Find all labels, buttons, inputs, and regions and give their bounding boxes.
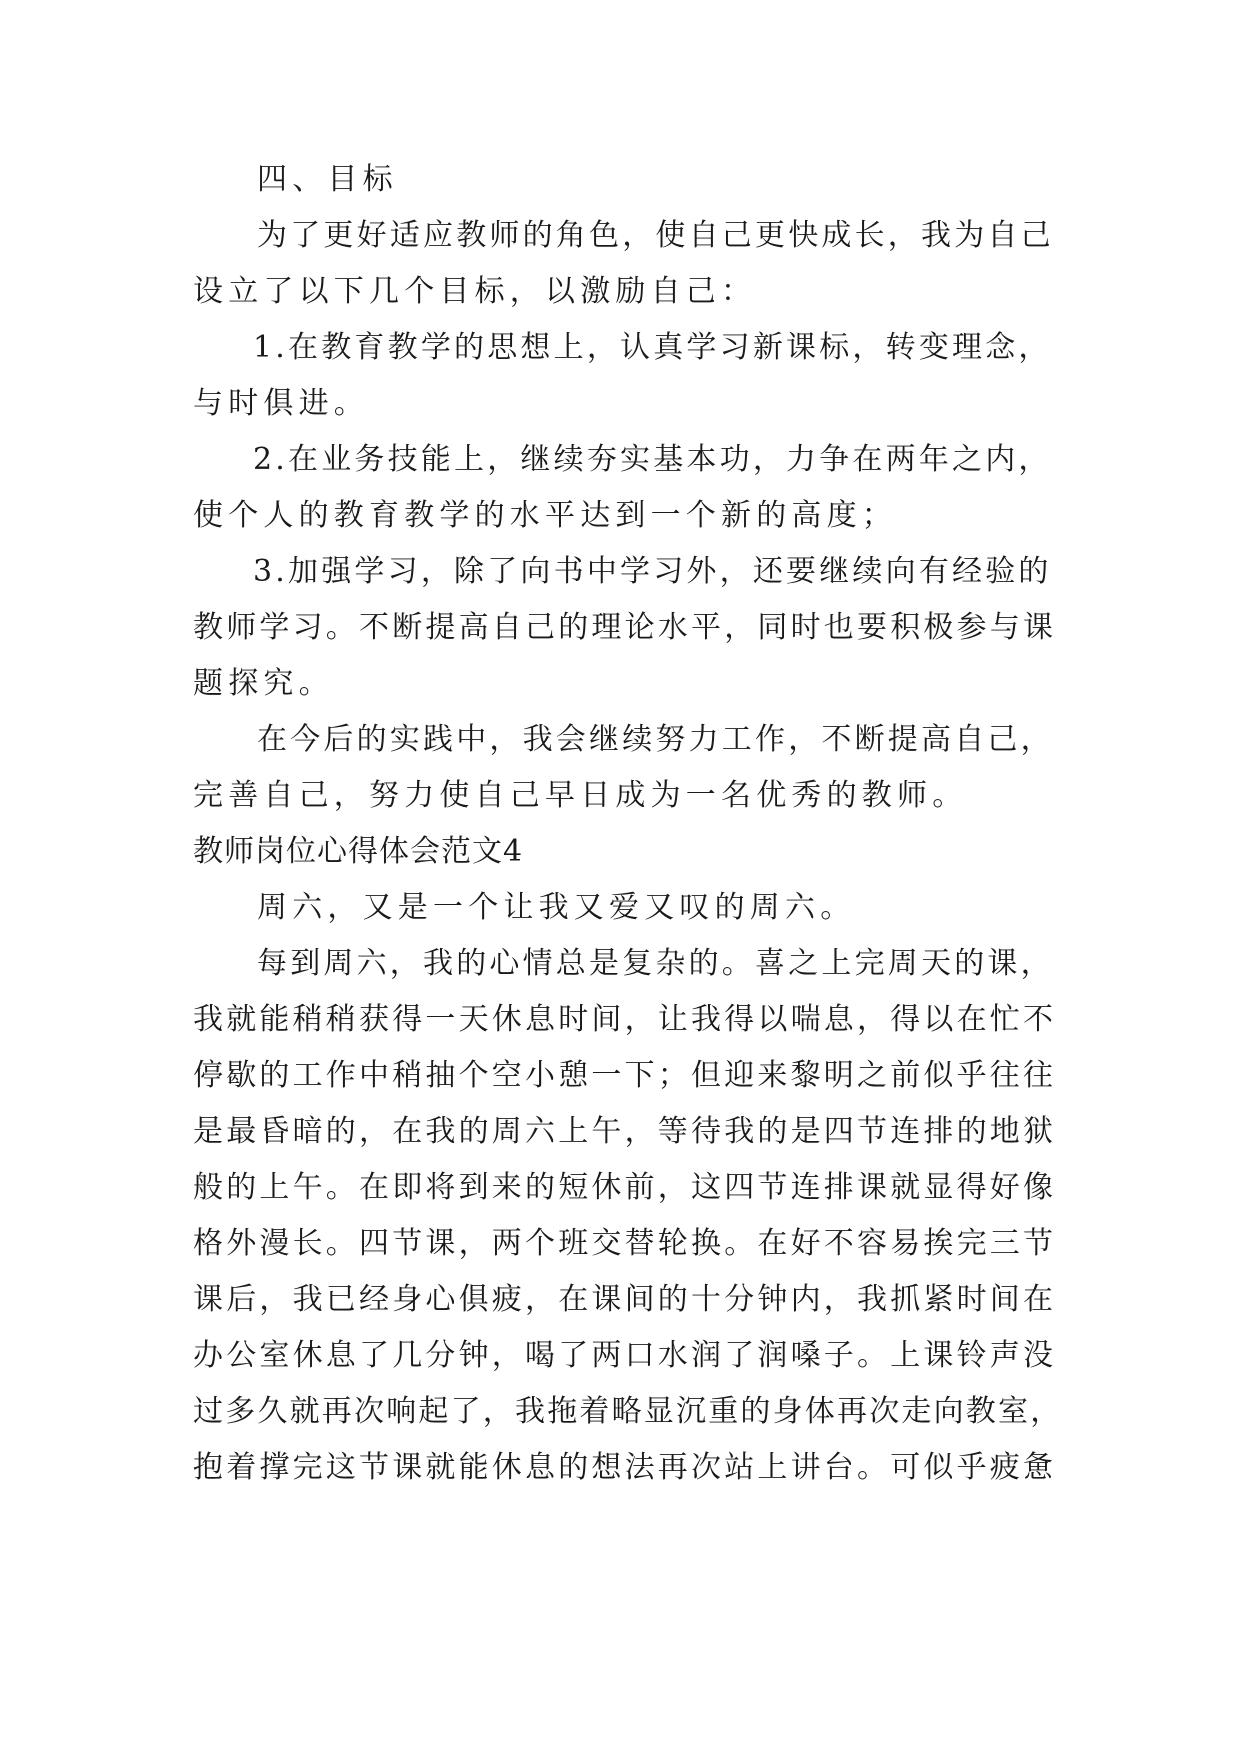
list-item-1: 1.在教育教学的思想上，认真学习新课标，转变理念，	[253, 330, 1052, 365]
paragraph-line: 停歇的工作中稍抽个空小憩一下；但迎来黎明之前似乎往往	[193, 1058, 1057, 1093]
paragraph-line: 是最昏暗的，在我的周六上午，等待我的是四节连排的地狱	[193, 1114, 1057, 1149]
paragraph-line: 办公室休息了几分钟，喝了两口水润了润嗓子。上课铃声没	[193, 1338, 1057, 1373]
section-heading-goals: 四、目标	[257, 162, 398, 197]
list-item-3: 3.加强学习，除了向书中学习外，还要继续向有经验的	[253, 554, 1052, 589]
paragraph-line: 设立了以下几个目标，以激励自己：	[193, 274, 757, 309]
paragraph-line: 过多久就再次响起了，我拖着略显沉重的身体再次走向教室，	[193, 1394, 1063, 1429]
paragraph-line: 般的上午。在即将到来的短休前，这四节连排课就显得好像	[193, 1170, 1057, 1205]
paragraph-line: 题探究。	[193, 666, 334, 701]
paragraph-line: 我就能稍稍获得一天休息时间，让我得以喘息，得以在忙不	[193, 1002, 1057, 1037]
paragraph-line: 教师学习。不断提高自己的理论水平，同时也要积极参与课	[193, 610, 1057, 645]
paragraph-line: 为了更好适应教师的角色，使自己更快成长，我为自己	[257, 218, 1054, 253]
paragraph-line: 格外漫长。四节课，两个班交替轮换。在好不容易挨完三节	[193, 1226, 1057, 1261]
paragraph-line: 每到周六，我的心情总是复杂的。喜之上完周天的课，	[257, 946, 1054, 981]
paragraph-line: 使个人的教育教学的水平达到一个新的高度；	[193, 498, 897, 533]
document-page	[193, 152, 1063, 1496]
paragraph-line: 在今后的实践中，我会继续努力工作，不断提高自己，	[257, 722, 1054, 757]
paragraph-line: 周六，又是一个让我又爱又叹的周六。	[257, 890, 856, 925]
paragraph-line: 抱着撑完这节课就能休息的想法再次站上讲台。可似乎疲惫	[193, 1450, 1057, 1485]
list-item-2: 2.在业务技能上，继续夯实基本功，力争在两年之内，	[253, 442, 1052, 477]
paragraph-line: 课后，我已经身心俱疲，在课间的十分钟内，我抓紧时间在	[193, 1282, 1057, 1317]
paragraph-line: 与时俱进。	[193, 386, 369, 421]
article-title: 教师岗位心得体会范文4	[193, 834, 524, 869]
paragraph-line: 完善自己，努力使自己早日成为一名优秀的教师。	[193, 778, 968, 813]
